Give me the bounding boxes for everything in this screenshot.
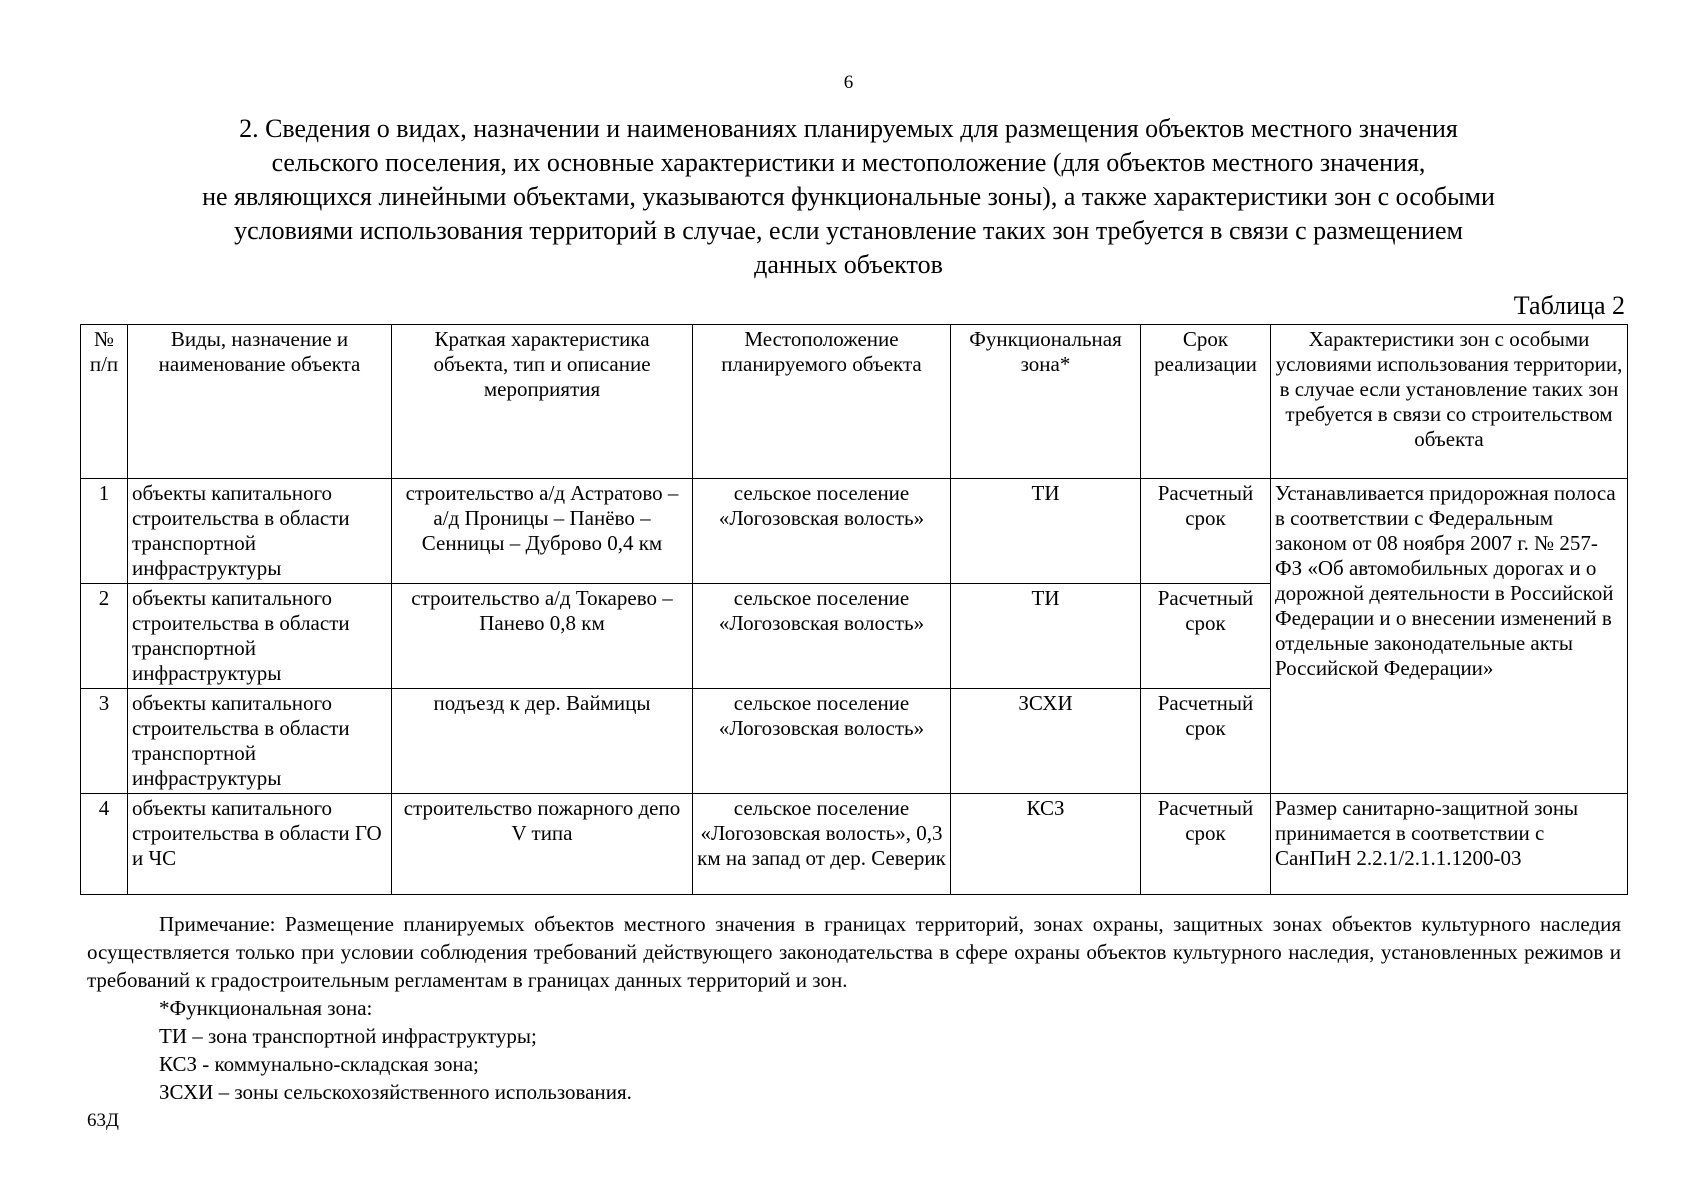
legend-item: КСЗ - коммунально-складская зона; bbox=[159, 1052, 479, 1076]
legend-item: ТИ – зона транспортной инфраструктуры; bbox=[159, 1024, 537, 1048]
table-header-row bbox=[81, 325, 1628, 479]
header-description: Краткая характеристика объекта, тип и описание мероприятия bbox=[392, 325, 693, 479]
cell-description: строительство а/д Токарево – Панево 0,8 км bbox=[392, 584, 693, 689]
heading-line: 2. Сведения о видах, назначении и наименованиях планируемых для размещения объектов местного значения bbox=[239, 114, 1458, 143]
section-heading bbox=[80, 112, 1617, 282]
heading-line: данных объектов bbox=[754, 250, 943, 279]
cell-characteristics: Размер санитарно-защитной зоны принимается в соответствии с СанПиН 2.2.1/2.1.1.1200-03 bbox=[1271, 794, 1628, 895]
note-block bbox=[87, 910, 1621, 1106]
cell-zone: ТИ bbox=[951, 479, 1141, 584]
cell-location: сельское поселение «Логозовская волость», 0,3 км на запад от дер. Северик bbox=[693, 794, 951, 895]
page-number: 6 bbox=[843, 72, 854, 93]
cell-object: объекты капитального строительства в области ГО и ЧС bbox=[128, 794, 392, 895]
table-label: Таблица 2 bbox=[1513, 291, 1625, 320]
note-text: Примечание: Размещение планируемых объектов местного значения в границах территорий, зонах охраны, защитных зонах объектов культурного наследия осуществляется только при условии соблюдения требований действующего законодательства в сфере охраны объектов культурного наследия, установленных режимов и требований к градостроительным регламентам в границах данных территорий и зон. bbox=[87, 912, 1621, 992]
cell-zone: ТИ bbox=[951, 584, 1141, 689]
cell-object: объекты капитального строительства в области транспортной инфраструктуры bbox=[128, 584, 392, 689]
cell-num: 3 bbox=[81, 689, 128, 794]
cell-term: Расчетный срок bbox=[1141, 794, 1271, 895]
header-location: Местоположение планируемого объекта bbox=[693, 325, 951, 479]
header-characteristics: Характеристики зон с особыми условиями использования территории, в случае если установление таких зон требуется в связи со строительством объекта bbox=[1271, 325, 1628, 479]
header-zone: Функциональная зона* bbox=[951, 325, 1141, 479]
heading-line: не являющихся линейными объектами, указываются функциональные зоны), а также характеристики зон с особыми bbox=[202, 182, 1495, 211]
cell-term: Расчетный срок bbox=[1141, 479, 1271, 584]
legend-item: ЗСХИ – зоны сельскохозяйственного использования. bbox=[159, 1080, 632, 1104]
heading-line: сельского поселения, их основные характеристики и местоположение (для объектов местного значения, bbox=[271, 148, 1426, 177]
header-term: Срок реализации bbox=[1141, 325, 1271, 479]
cell-object: объекты капитального строительства в области транспортной инфраструктуры bbox=[128, 689, 392, 794]
cell-num: 4 bbox=[81, 794, 128, 895]
header-num: № п/п bbox=[81, 325, 128, 479]
cell-zone: КСЗ bbox=[951, 794, 1141, 895]
cell-num: 1 bbox=[81, 479, 128, 584]
cell-object: объекты капитального строительства в области транспортной инфраструктуры bbox=[128, 479, 392, 584]
objects-table bbox=[80, 324, 1628, 895]
cell-location: сельское поселение «Логозовская волость» bbox=[693, 689, 951, 794]
header-object: Виды, назначение и наименование объекта bbox=[128, 325, 392, 479]
legend-title: *Функциональная зона: bbox=[159, 996, 373, 1020]
cell-description: строительство пожарного депо V типа bbox=[392, 794, 693, 895]
footer-code: 63Д bbox=[87, 1110, 119, 1131]
heading-line: условиями использования территорий в случае, если установление таких зон требуется в связи с размещением bbox=[234, 216, 1463, 245]
table-row bbox=[81, 479, 1628, 584]
table-row bbox=[81, 794, 1628, 895]
cell-term: Расчетный срок bbox=[1141, 584, 1271, 689]
cell-location: сельское поселение «Логозовская волость» bbox=[693, 584, 951, 689]
cell-term: Расчетный срок bbox=[1141, 689, 1271, 794]
cell-characteristics-merged: Устанавливается придорожная полоса в соответствии с Федеральным законом от 08 ноября 2007 г. № 257-ФЗ «Об автомобильных дорогах и о дорожной деятельности в Российской Федерации и о внесении изменений в отдельные законодательные акты Российской Федерации» bbox=[1271, 479, 1628, 794]
cell-location: сельское поселение «Логозовская волость» bbox=[693, 479, 951, 584]
cell-description: подъезд к дер. Ваймицы bbox=[392, 689, 693, 794]
cell-description: строительство а/д Астратово – а/д Проницы – Панёво – Сенницы – Дуброво 0,4 км bbox=[392, 479, 693, 584]
cell-num: 2 bbox=[81, 584, 128, 689]
cell-zone: ЗСХИ bbox=[951, 689, 1141, 794]
